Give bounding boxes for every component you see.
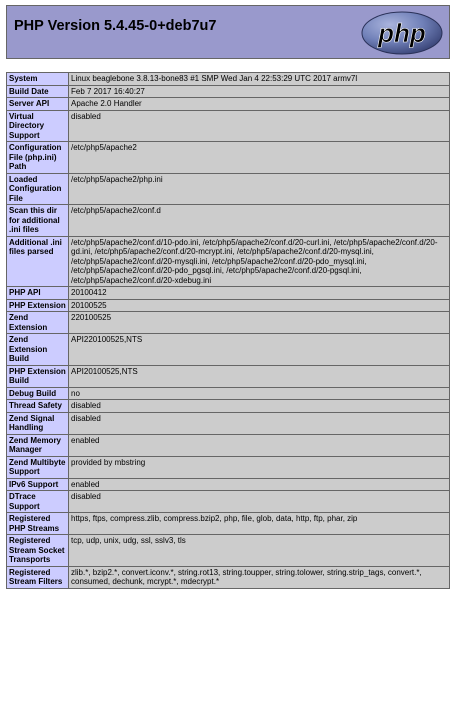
table-row (7, 173, 450, 205)
table-row (7, 110, 450, 142)
row-key: Loaded Configuration File (7, 173, 69, 205)
table-row (7, 98, 450, 111)
row-key: Registered Stream Filters (7, 566, 69, 588)
row-value: Apache 2.0 Handler (69, 98, 450, 111)
row-key: System (7, 73, 69, 86)
row-key: Zend Memory Manager (7, 434, 69, 456)
php-logo (361, 11, 443, 55)
table-row (7, 365, 450, 387)
row-value: 20100412 (69, 287, 450, 300)
row-key: Scan this dir for additional .ini files (7, 205, 69, 237)
row-key: Zend Multibyte Support (7, 456, 69, 478)
row-value: disabled (69, 491, 450, 513)
row-key: PHP Extension (7, 299, 69, 312)
info-table (6, 72, 450, 589)
table-row (7, 312, 450, 334)
row-key: Registered Stream Socket Transports (7, 535, 69, 567)
row-key: Server API (7, 98, 69, 111)
row-value: zlib.*, bzip2.*, convert.iconv.*, string.rot13, string.toupper, string.tolower, string.strip_tags, convert.*, consumed, dechunk, mcrypt.*, mdecrypt.* (69, 566, 450, 588)
row-value: 220100525 (69, 312, 450, 334)
row-value: API220100525,NTS (69, 334, 450, 366)
row-key: PHP Extension Build (7, 365, 69, 387)
row-value: disabled (69, 412, 450, 434)
table-row (7, 434, 450, 456)
row-value: enabled (69, 434, 450, 456)
row-value: /etc/php5/apache2/conf.d (69, 205, 450, 237)
table-row (7, 85, 450, 98)
row-value: 20100525 (69, 299, 450, 312)
row-key: IPv6 Support (7, 478, 69, 491)
table-row (7, 299, 450, 312)
row-value: https, ftps, compress.zlib, compress.bzip2, php, file, glob, data, http, ftp, phar, zip (69, 513, 450, 535)
row-key: Zend Signal Handling (7, 412, 69, 434)
row-key: Registered PHP Streams (7, 513, 69, 535)
table-row (7, 412, 450, 434)
table-row (7, 334, 450, 366)
row-value: disabled (69, 400, 450, 413)
table-row (7, 387, 450, 400)
table-row (7, 513, 450, 535)
table-row (7, 142, 450, 174)
row-key: Build Date (7, 85, 69, 98)
row-key: DTrace Support (7, 491, 69, 513)
row-value: provided by mbstring (69, 456, 450, 478)
table-row (7, 287, 450, 300)
row-key: Zend Extension (7, 312, 69, 334)
row-key: Virtual Directory Support (7, 110, 69, 142)
row-value: API20100525,NTS (69, 365, 450, 387)
row-value: /etc/php5/apache2/php.ini (69, 173, 450, 205)
row-value: disabled (69, 110, 450, 142)
row-key: Additional .ini files parsed (7, 236, 69, 287)
table-row (7, 478, 450, 491)
row-key: Zend Extension Build (7, 334, 69, 366)
table-row (7, 236, 450, 287)
row-value: Feb 7 2017 16:40:27 (69, 85, 450, 98)
row-value: /etc/php5/apache2 (69, 142, 450, 174)
row-value: tcp, udp, unix, udg, ssl, sslv3, tls (69, 535, 450, 567)
table-row (7, 400, 450, 413)
php-logo-text: php (378, 18, 426, 48)
row-key: Thread Safety (7, 400, 69, 413)
php-version-header (6, 5, 450, 59)
row-key: PHP API (7, 287, 69, 300)
row-key: Debug Build (7, 387, 69, 400)
table-row (7, 491, 450, 513)
table-row (7, 73, 450, 86)
table-row (7, 566, 450, 588)
row-value: /etc/php5/apache2/conf.d/10-pdo.ini, /etc/php5/apache2/conf.d/20-curl.ini, /etc/php5/apache2/conf.d/20-gd.ini, /etc/php5/apache2/conf.d/20-mcrypt.ini, /etc/php5/apache2/conf.d/20-mysql.ini, /etc/php5/apache2/conf.d/20-mysqli.ini, /etc/php5/apache2/conf.d/20-pdo_mysql.ini, /etc/php5/apache2/conf.d/20-pdo_pgsql.ini, /etc/php5/apache2/conf.d/20-pgsql.ini, /etc/php5/apache2/conf.d/20-xdebug.ini (69, 236, 450, 287)
row-value: no (69, 387, 450, 400)
table-row (7, 456, 450, 478)
table-row (7, 205, 450, 237)
page-title: PHP Version 5.4.45-0+deb7u7 (14, 18, 217, 34)
row-value: Linux beaglebone 3.8.13-bone83 #1 SMP Wed Jan 4 22:53:29 UTC 2017 armv7l (69, 73, 450, 86)
table-row (7, 535, 450, 567)
row-key: Configuration File (php.ini) Path (7, 142, 69, 174)
row-value: enabled (69, 478, 450, 491)
